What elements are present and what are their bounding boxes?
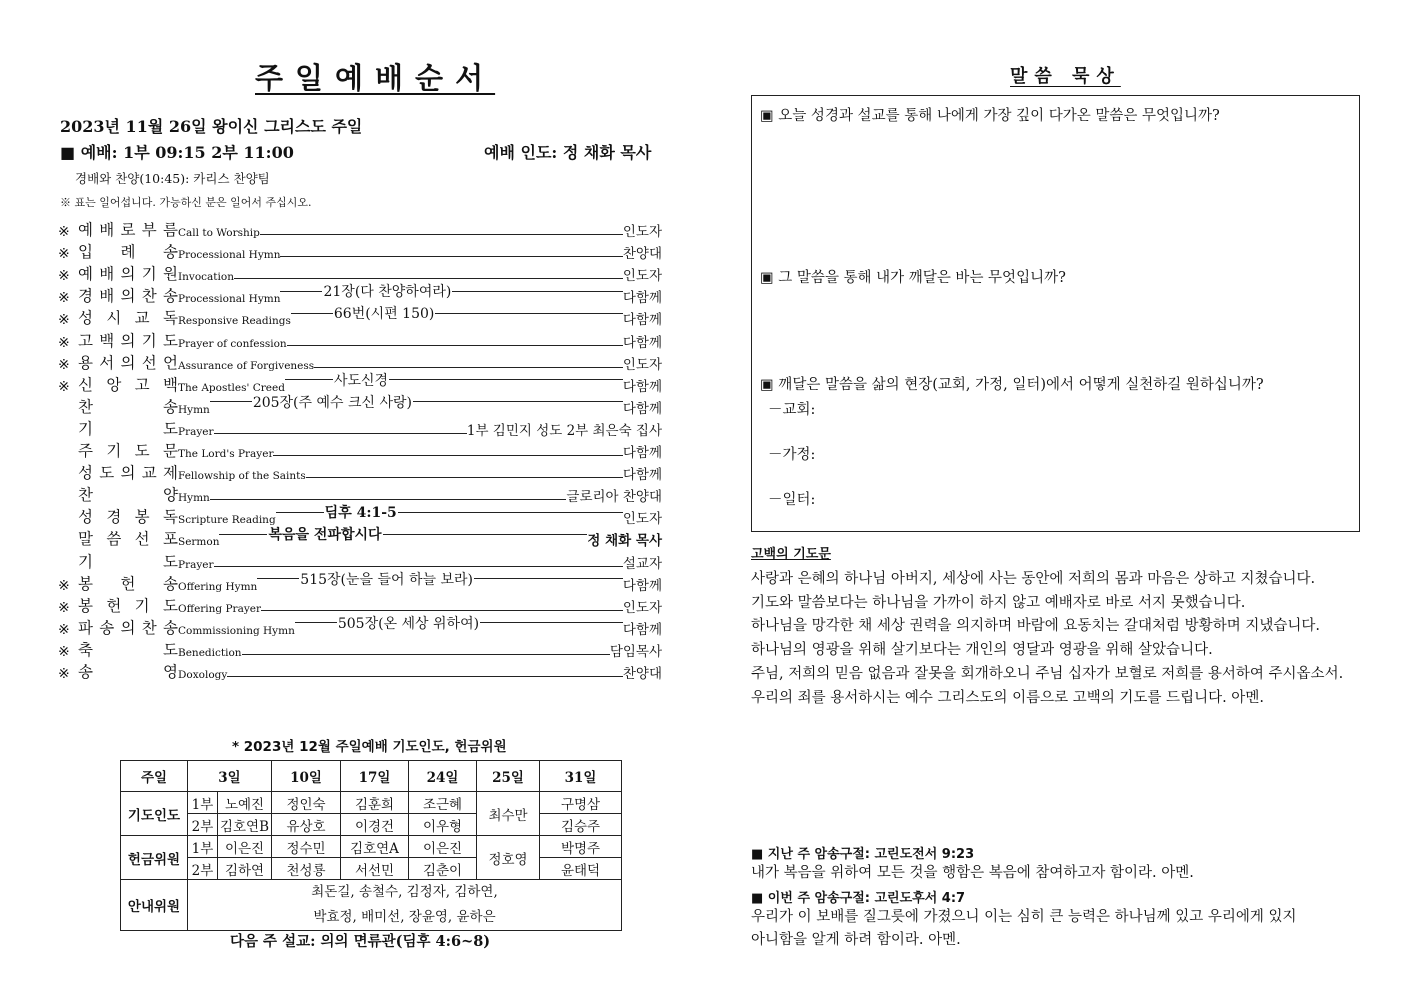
dotted-leader	[214, 433, 467, 434]
order-item	[58, 638, 662, 660]
order-item-english: Prayer	[178, 425, 214, 438]
order-item	[58, 395, 662, 417]
order-item	[58, 329, 662, 351]
order-item-title: 용 서 의 선 언	[78, 353, 178, 372]
this-week-verse-cont: 아니함을 알게 하려 함이라. 아멘.	[751, 932, 961, 948]
order-item-title: 봉 헌 송	[78, 574, 178, 593]
dotted-leader	[435, 313, 623, 314]
meditation-question-2: ▣ 그 말씀을 통해 내가 깨달은 바는 무엇입니까?	[760, 270, 1066, 286]
order-item	[58, 616, 662, 638]
order-item-title: 주 기 도 문	[78, 442, 178, 460]
order-item-english: Benediction	[178, 646, 242, 659]
stand-mark: ※	[58, 621, 70, 638]
order-item	[58, 240, 662, 262]
order-item-detail: 21장(다 찬양하여라)	[323, 284, 452, 301]
order-item-detail: 505장(온 세상 위하여)	[337, 615, 480, 632]
order-item-detail: 딤후 4:1-5	[324, 505, 397, 522]
order-item-leader: 다함께	[622, 577, 662, 594]
leader-line	[210, 499, 567, 500]
order-item-leader: 정 채화 목사	[587, 533, 662, 550]
stand-mark: ※	[58, 577, 70, 594]
header-cell: 3일	[188, 761, 272, 792]
table-cell: 이은진	[409, 836, 477, 858]
schedule-table	[120, 760, 622, 931]
service-leader: 예배 인도: 정 채화 목사	[484, 143, 652, 162]
stand-mark: ※	[58, 356, 70, 373]
answer-church: －교회:	[768, 402, 816, 418]
last-week-verse-heading: ■ 지난 주 암송구절: 고린도전서 9:23	[751, 847, 975, 862]
leader-line	[291, 303, 623, 323]
confession-line: 우리의 죄를 용서하시는 예수 그리스도의 이름으로 고백의 기도를 드립니다. 아멘.	[751, 690, 1264, 706]
meditation-title: 말씀 묵상	[1010, 66, 1121, 87]
header-cell: 주일	[121, 761, 188, 792]
order-item-title: 봉 헌 기 도	[78, 596, 178, 615]
dotted-leader	[273, 455, 622, 456]
order-item-leader: 인도자	[622, 356, 662, 373]
order-item-title: 송 영	[78, 663, 178, 681]
order-item-title: 경 배 의 찬 송	[78, 287, 178, 306]
leader-line	[210, 392, 623, 412]
order-item	[58, 572, 662, 594]
standing-note: ※ 표는 일어섭니다. 가능하신 분은 일어서 주십시오.	[60, 196, 312, 209]
table-cell: 이경건	[341, 814, 409, 836]
answer-work: －일터:	[768, 492, 816, 508]
dotted-leader	[210, 499, 567, 500]
table-cell: 이우형	[409, 814, 477, 836]
order-item-leader: 1부 김민지 성도 2부 최은숙 집사	[466, 422, 662, 439]
dotted-leader	[291, 313, 333, 314]
table-cell: 2부	[188, 814, 218, 836]
stand-mark: ※	[58, 666, 70, 682]
stand-mark: ※	[58, 290, 70, 307]
order-item-english: Doxology	[178, 669, 228, 681]
order-item-leader: 다함께	[622, 400, 662, 417]
table-row	[121, 858, 622, 880]
confession-line: 기도와 말씀보다는 하나님을 가까이 하지 않고 예배자로 바로 서지 못했습니다.	[751, 595, 1246, 611]
table-cell: 조근혜	[409, 792, 477, 814]
order-item-title: 기 도	[78, 552, 178, 571]
leader-line	[314, 367, 623, 368]
dotted-leader	[227, 676, 623, 677]
order-item	[58, 439, 662, 461]
order-item-english: Call to Worship	[178, 227, 260, 239]
praise-info: 경배와 찬양(10:45): 카리스 찬양팀	[75, 171, 270, 186]
dotted-leader	[280, 256, 622, 257]
dotted-leader	[287, 345, 623, 346]
order-item-detail: 사도신경	[333, 372, 389, 389]
stand-mark: ※	[58, 334, 70, 351]
order-item-english: Offering Prayer	[178, 602, 261, 615]
row-label: 기도인도	[121, 792, 188, 836]
order-item-leader: 설교자	[622, 555, 662, 572]
order-item-title: 찬 양	[78, 486, 178, 505]
order-item-detail: 66번(시편 150)	[333, 306, 435, 323]
order-item-leader: 찬양대	[622, 246, 662, 263]
dotted-leader	[234, 278, 623, 279]
table-cell: 정수민	[272, 836, 341, 858]
table-row	[121, 836, 622, 858]
usher-line: 박효정, 배미선, 장윤영, 윤하은	[313, 909, 496, 925]
meditation-question-3: ▣ 깨달은 말씀을 삶의 현장(교회, 가정, 일터)에서 어떻게 실천하길 원하십니까?	[760, 377, 1264, 393]
usher-line: 최돈길, 송철수, 김정자, 김하연,	[311, 884, 498, 900]
table-cell: 1부	[188, 792, 218, 814]
order-item	[58, 417, 662, 439]
table-cell: 김호연B	[218, 814, 272, 836]
table-cell: 구명삼	[540, 792, 622, 814]
order-item-title: 예 배 의 기 원	[78, 265, 178, 284]
order-item-title: 신 앙 고 백	[78, 375, 178, 394]
order-item-leader: 다함께	[622, 378, 662, 395]
order-item-title: 말 씀 선 포	[78, 530, 178, 549]
header-cell: 31일	[540, 761, 622, 792]
leader-line	[261, 610, 623, 611]
order-item-title: 파 송 의 찬 송	[78, 618, 178, 637]
table-cell: 1부	[188, 836, 218, 858]
order-item-leader: 다함께	[622, 312, 662, 329]
order-item-english: Hymn	[178, 492, 210, 505]
table-cell: 김하연	[218, 858, 272, 880]
leader-line	[214, 566, 623, 567]
order-item-leader: 글로리아 찬양대	[566, 489, 662, 506]
leader-line	[257, 569, 623, 589]
order-item-title: 성 경 봉 독	[78, 508, 178, 527]
leader-line	[276, 502, 623, 522]
service-times: ■ 예배: 1부 09:15 2부 11:00	[60, 143, 294, 162]
dotted-leader	[295, 622, 337, 623]
header-cell: 24일	[409, 761, 477, 792]
order-item-title: 성 시 교 독	[78, 309, 178, 328]
table-cell: 윤태덕	[540, 858, 622, 880]
stand-mark: ※	[58, 246, 70, 263]
confession-line: 하나님의 영광을 위해 살기보다는 개인의 영달과 영광을 위해 살았습니다.	[751, 642, 1213, 658]
dotted-leader	[210, 401, 252, 402]
order-item-english: Prayer of confession	[178, 337, 287, 350]
leader-line	[234, 278, 623, 279]
dotted-leader	[242, 654, 610, 655]
order-item-leader: 인도자	[622, 268, 662, 285]
service-date: 2023년 11월 26일 왕이신 그리스도 주일	[60, 117, 363, 136]
this-week-verse-heading: ■ 이번 주 암송구절: 고린도후서 4:7	[751, 891, 966, 906]
header-cell: 17일	[341, 761, 409, 792]
dotted-leader	[389, 379, 623, 380]
page-title: 주일예배순서	[255, 61, 496, 95]
order-item-title: 고 백 의 기 도	[78, 331, 178, 350]
dotted-leader	[214, 566, 623, 567]
order-item-english: Fellowship of the Saints	[178, 470, 306, 483]
table-cell: 김승주	[540, 814, 622, 836]
leader-line	[295, 613, 623, 633]
confession-line: 하나님을 망각한 채 세상 권력을 의지하며 바람에 요동치는 갈대처럼 방황하며 지냈습니다.	[751, 618, 1320, 634]
table-cell: 유상호	[272, 814, 341, 836]
leader-line	[273, 455, 622, 456]
order-item-leader: 인도자	[622, 511, 662, 528]
dotted-leader	[474, 578, 623, 579]
order-item-english: The Apostles' Creed	[178, 381, 285, 394]
dotted-leader	[257, 578, 299, 579]
dotted-leader	[398, 512, 623, 513]
order-item-detail: 205장(주 예수 크신 사랑)	[252, 394, 413, 411]
dotted-leader	[276, 512, 324, 513]
order-item-english: Responsive Readings	[178, 315, 291, 328]
order-item-title: 성 도 의 교 제	[78, 464, 178, 483]
order-item	[58, 527, 662, 549]
order-item-english: Prayer	[178, 558, 214, 571]
row-label: 헌금위원	[121, 836, 188, 880]
order-item-english: Processional Hymn	[178, 249, 281, 262]
table-cell: 이은진	[218, 836, 272, 858]
dotted-leader	[285, 379, 333, 380]
header-cell: 25일	[477, 761, 540, 792]
schedule-title: * 2023년 12월 주일예배 기도인도, 헌금위원	[232, 739, 507, 755]
confession-line: 사랑과 은혜의 하나님 아버지, 세상에 사는 동안에 저희의 몸과 마음은 상하고 지쳤습니다.	[751, 571, 1316, 587]
dotted-leader	[452, 291, 623, 292]
order-item-english: Scripture Reading	[178, 514, 276, 527]
leader-line	[219, 524, 587, 544]
table-cell: 서선민	[341, 858, 409, 880]
usher-names	[188, 880, 622, 931]
leader-line	[260, 234, 623, 235]
leader-line	[214, 433, 467, 434]
order-item-english: Invocation	[178, 271, 234, 284]
order-item-leader: 다함께	[622, 290, 662, 307]
dotted-leader	[314, 367, 623, 368]
order-item-title: 찬 송	[78, 397, 178, 416]
order-item-detail: 515장(눈을 들어 하늘 보라)	[300, 571, 474, 588]
leader-line	[227, 676, 623, 677]
dotted-leader	[306, 477, 623, 478]
order-item-english: Assurance of Forgiveness	[178, 359, 315, 372]
order-item	[58, 461, 662, 483]
table-cell: 최수만	[477, 792, 540, 836]
order-item-detail: 복음을 전파합시다	[268, 527, 382, 544]
table-cell: 천성룡	[272, 858, 341, 880]
table-cell: 정인숙	[272, 792, 341, 814]
table-cell: 박명주	[540, 836, 622, 858]
confession-line: 주님, 저희의 믿음 없음과 잘못을 회개하오니 주님 십자가 보혈로 저희를 용서하여 주시옵소서.	[751, 666, 1344, 682]
row-label: 안내위원	[121, 880, 188, 931]
order-item-english: Processional Hymn	[178, 293, 281, 306]
dotted-leader	[219, 534, 267, 535]
dotted-leader	[413, 401, 623, 402]
dotted-leader	[280, 291, 322, 292]
order-item-english: Sermon	[178, 536, 220, 549]
order-item-leader: 다함께	[622, 334, 662, 351]
table-cell: 김호연A	[341, 836, 409, 858]
order-item	[58, 306, 662, 328]
leader-line	[280, 281, 622, 301]
stand-mark: ※	[58, 224, 70, 240]
stand-mark: ※	[58, 643, 70, 660]
answer-home: －가정:	[768, 447, 816, 463]
stand-mark: ※	[58, 312, 70, 329]
order-item-leader: 다함께	[622, 621, 662, 638]
next-sermon: 다음 주 설교: 의의 면류관(딤후 4:6~8)	[230, 933, 491, 950]
order-item-title: 기 도	[78, 419, 178, 438]
meditation-box	[751, 95, 1360, 532]
leader-line	[242, 654, 610, 655]
dotted-leader	[480, 622, 623, 623]
stand-mark: ※	[58, 268, 70, 285]
table-cell: 김훈희	[341, 792, 409, 814]
table-row	[121, 792, 622, 814]
order-item-title: 축 도	[78, 640, 178, 659]
order-item-leader: 인도자	[622, 224, 662, 240]
order-item-leader: 인도자	[622, 599, 662, 616]
confession-title: 고백의 기도문	[751, 547, 831, 562]
leader-line	[285, 370, 623, 390]
table-cell: 2부	[188, 858, 218, 880]
table-cell: 노예진	[218, 792, 272, 814]
stand-mark: ※	[58, 378, 70, 395]
dotted-leader	[383, 534, 588, 535]
order-item-leader: 다함께	[622, 445, 662, 461]
stand-mark: ※	[58, 599, 70, 616]
leader-line	[306, 477, 623, 478]
schedule-header-row	[121, 761, 622, 792]
table-row	[121, 814, 622, 836]
header-cell: 10일	[272, 761, 341, 792]
order-item-leader: 찬양대	[622, 666, 662, 682]
leader-line	[280, 256, 622, 257]
order-item-english: Offering Hymn	[178, 580, 258, 593]
table-cell: 정호영	[477, 836, 540, 880]
this-week-verse: 우리가 이 보배를 질그릇에 가졌으니 이는 심히 큰 능력은 하나님께 있고 우리에게 있지	[751, 909, 1297, 925]
order-item-english: Commissioning Hymn	[178, 624, 295, 637]
table-row	[121, 880, 622, 931]
order-item-leader: 다함께	[622, 467, 662, 484]
order-item	[58, 660, 662, 682]
last-week-verse: 내가 복음을 위하여 모든 것을 행함은 복음에 참여하고자 함이라. 아멘.	[751, 865, 1194, 881]
order-item-english: Hymn	[178, 403, 210, 416]
table-cell: 김춘이	[409, 858, 477, 880]
meditation-question-1: ▣ 오늘 성경과 설교를 통해 나에게 가장 깊이 다가온 말씀은 무엇입니까?	[760, 108, 1220, 124]
dotted-leader	[260, 234, 623, 235]
dotted-leader	[261, 610, 623, 611]
order-item-title: 입 례 송	[78, 243, 178, 262]
order-item-leader: 담임목사	[609, 643, 662, 660]
order-item-title: 예 배 로 부 름	[78, 221, 178, 239]
order-item	[58, 218, 662, 240]
order-item-english: The Lord's Prayer	[178, 448, 274, 460]
leader-line	[287, 345, 623, 346]
